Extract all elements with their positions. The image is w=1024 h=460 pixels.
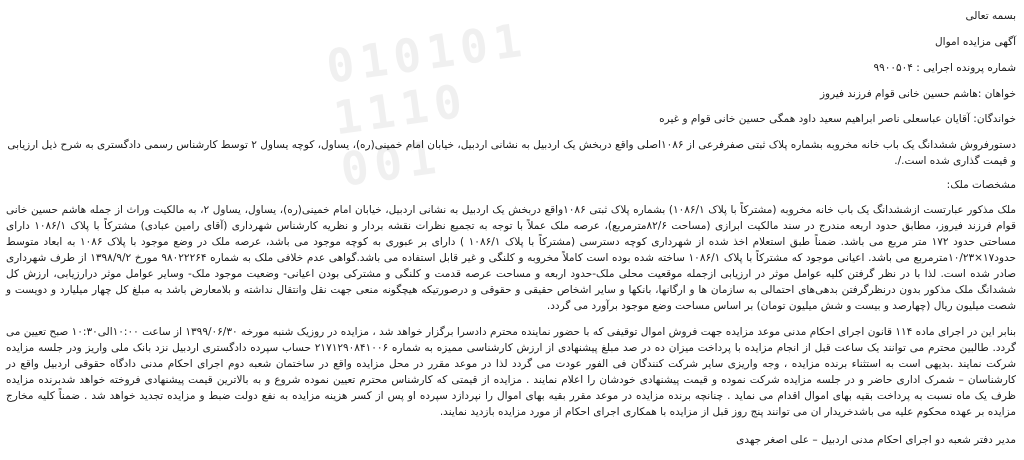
- auction-notice-document: [6, 4, 1016, 456]
- watermark-line: 001: [337, 129, 446, 197]
- defendants-line: خواندگان: آقایان عباسعلی ناصر ابراهیم سعید داود همگی حسین خانی قوام و غیره: [659, 113, 1016, 125]
- watermark-line: 010101: [322, 12, 531, 94]
- sale-order-text: دستورفروش ششدانگ یک باب خانه مخروبه بشماره پلاک ثبتی صفرفرعی از ۱۰۸۶اصلی واقع دربخش یک اردبیل به نشانی اردبیل، خیابان امام خمینی(ره)، یساول، کوچه یساول ۲ توسط کارشناس رسمی دادگستری به شرح ذیل ارزیابی و قیمت گذاری شده است./.: [7, 139, 1016, 167]
- signature-line: مدیر دفتر شعبه دو اجرای احکام مدنی اردبیل – علی اصغر جهدی: [736, 434, 1016, 446]
- basmala-heading: بسمه تعالی: [965, 10, 1016, 22]
- watermark-line: 1110: [330, 73, 472, 146]
- property-specs-heading: مشخصات ملک:: [946, 179, 1016, 191]
- auction-terms-paragraph: بنابر این در اجرای ماده ۱۱۴ قانون اجرای احکام مدنی موعد مزایده جهت فروش اموال توقیفی که با حضور نماینده محترم دادسرا برگزار خواهد شد ، مزایده در روزیک شنبه مورخه ۱۳۹۹/۰۶/۳۰ از ساعت ۱۰:۰۰الی۱۰:۳۰ صبح تعیین می گردد. طالبین محترم می توانند یک ساعت قبل از انجام مزایده با پرداخت میزان ده در صد مبلغ پیشنهادی از ارزش کارشناسی ممیزه به شماره ۲۱۷۱۲۹۰۸۴۱۰۰۶ حساب سپرده دادگستری اردبیل نزد بانک ملی واریز ودر جلسه مزایده شرکت نمایند .بدیهی است به استثناء برنده مزایده ، وجه واریزی سایر شرکت کنندگان فی الفور عودت می گردد لذا در موعد مقرر در محل مزایده واقع در ساختمان شعبه دوم اجرای احکام مدنی دادگاه حقوقی اردبیل واقع در کارشناسان – شمرک اداری حاضر و در جلسه مزایده شرکت نموده و قیمت پیشنهادی خودشان را اعلام نمایند . مزایده از قیمتی که کارشناس محترم تعیین نموده شروع و به بالاترین قیمت پیشنهادی فروخته خواهد شدبرنده مزایده ظرف یک ماه نسبت به پرداخت بقیه بهای اموال اقدام می نماید . چنانچه برنده مزایده در موعد مقرر بقیه بهای اموال را نپردازد سپرده او پس از کسر هزینه مزایده به نفع دولت ضبط و مزایده تجدید خواهد شد . ضمناً کلیه مخارج مزایده بر عهده محکوم علیه می باشدخریدار ان می توانند پنج روز قبل از مزایده با همکاری اجرای احکام از مورد مزایده بازدید نمایند.: [6, 326, 1016, 418]
- property-description-paragraph: ملک مذکور عبارتست ازششدانگ یک باب خانه مخروبه (مشترکاً با پلاک ۱۰۸۶/۱) بشماره پلاک ثبتی ۱۰۸۶واقع دربخش یک اردبیل به نشانی اردبیل، خیابان امام خمینی(ره)، یساول، یساول ۲، به مالکیت وراث از جمله هاشم حسین خانی قوام فرزند فیروز، مطابق حدود اربعه مندرج در سند مالکیت ابرازی (مساحت ۸۲/۶مترمربع)، عرصه ملک عملاً با توجه به تجمیع نظرات نقشه بردار و نظریه کارشناس شهرداری (آقای رامین عبادی) مشترکاً با پلاک ۱۰۸۶/۱ دارای مساحتی حدود ۱۷۲ متر مربع می باشد. ضمناً طبق استعلام اخذ شده از شهرداری کوچه دسترسی (مشترکاً با پلاک ۱۰۸۶/۱ ) دارای بر عبوری به کوچه موجود می باشد، عرصه ملک در وضع موجود با پلاک ۱۰۸۶ به ابعاد متوسط حدود۱۷×۱۰/۲۳مترمربع می باشد. اعیانی موجود که مشترکاً با پلاک ۱۰۸۶/۱ ساخته شده بوده است کاملاً مخروبه و کلنگی و غیر قابل استفاده می باشد.گواهی عدم خلافی ملک به شماره ۹۸۰۲۲۲۶۴ مورخ ۱۳۹۸/۹/۲ از طرف شهرداری صادر شده است. لذا با در نظر گرفتن کلیه عوامل موثر در ارزیابی ازجمله موقعیت محلی ملک-حدود اربعه و مساحت عرصه قدمت و کلنگی و مشترکی بودن اعیانی- وضعیت موجود ملک- وسایر عوامل موثر درارزیابی، ارزش کل ششدانگ ملک مذکور بدون درنظرگرفتن بدهی‌های احتمالی به سازمان ها و ارگانها، بانکها و سایر اشخاص حقیقی و حقوقی و درصورتیکه هیچگونه منعی جهت نقل وانتقال نداشته و بلامعارض باشد به مبلغ کل چهار میلیارد و دویست و شصت میلیون ریال (چهارصد و بیست و شش میلیون تومان) بر اساس مساحت وضع موجود برآورد می گردد.: [6, 204, 1017, 312]
- plaintiff-line: خواهان :هاشم حسین خانی قوام فرزند فیروز: [819, 88, 1016, 100]
- notice-title: آگهی مزایده اموال: [935, 36, 1016, 48]
- case-number: شماره پرونده اجرایی : ۹۹۰۰۵۰۴: [873, 62, 1016, 74]
